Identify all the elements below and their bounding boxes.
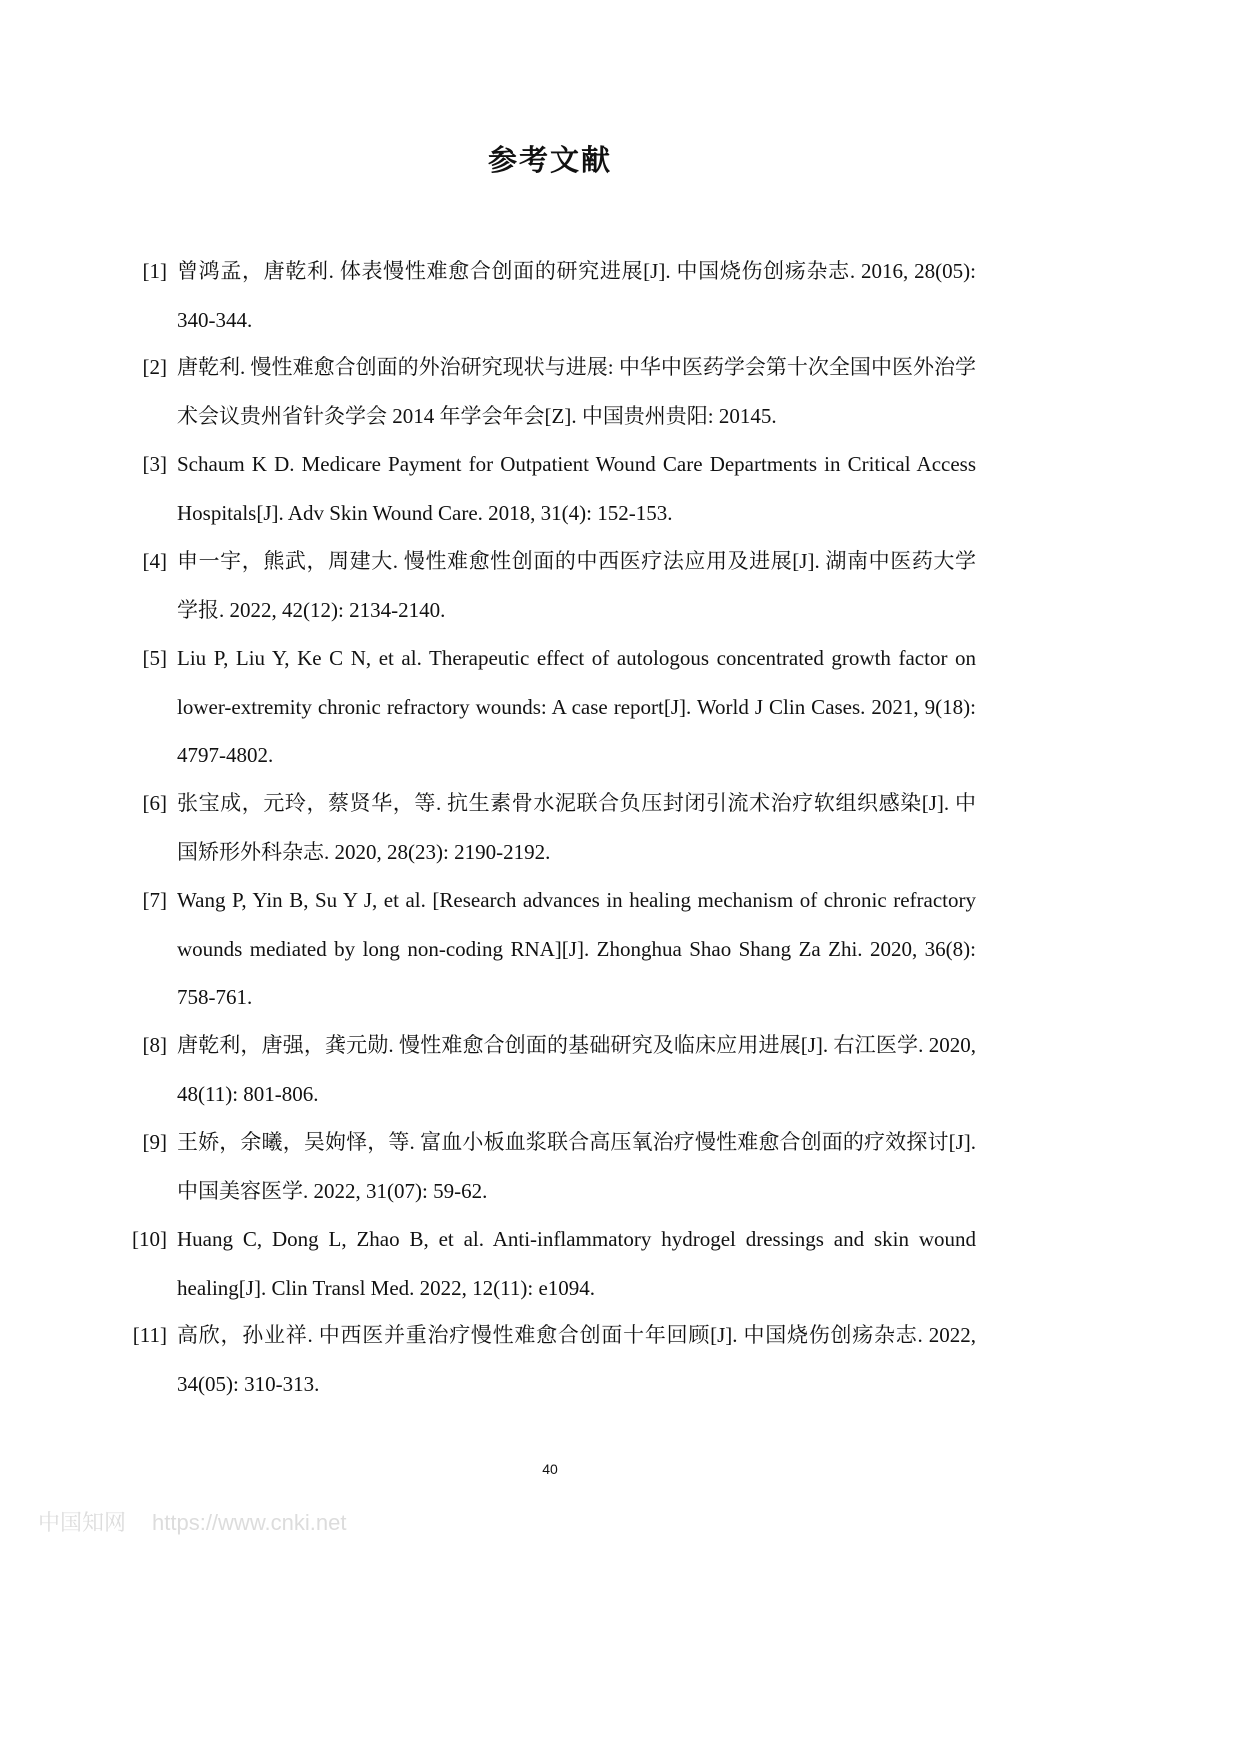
reference-text: Liu P, Liu Y, Ke C N, et al. Therapeutic effect of autologous concentrated growth factor on lower-extremity chronic refractory wounds: A case report[J]. World J Clin Cases. 2021, 9(18): 4797-4802. [177,646,976,767]
page-title: 参考文献 [487,143,612,177]
reference-entry [0,634,1100,780]
page-number: 40 [542,1461,558,1477]
reference-entry [0,1215,1100,1312]
reference-text: Schaum K D. Medicare Payment for Outpatient Wound Care Departments in Critical Access Hospitals[J]. Adv Skin Wound Care. 2018, 31(4): 152-153. [177,452,976,525]
reference-entry [0,1311,1100,1408]
reference-text: Wang P, Yin B, Su Y J, et al. [Research advances in healing mechanism of chronic refractory wounds mediated by long non-coding RNA][J]. Zhonghua Shao Shang Za Zhi. 2020, 36(8): 758-761. [177,888,976,1009]
reference-entry [0,247,1100,344]
reference-entry [0,440,1100,537]
reference-text: 王娇，余曦，吴姁怿，等. 富血小板血浆联合高压氧治疗慢性难愈合创面的疗效探讨[J]. 中国美容医学. 2022, 31(07): 59-62. [177,1130,976,1203]
reference-entry [0,876,1100,1022]
reference-number: [8] [142,1033,167,1057]
reference-entry [0,1021,1100,1118]
reference-text: 张宝成，元玲，蔡贤华，等. 抗生素骨水泥联合负压封闭引流术治疗软组织感染[J]. 中国矫形外科杂志. 2020, 28(23): 2190-2192. [177,791,976,864]
reference-entry [0,343,1100,440]
reference-number: [4] [142,549,167,573]
reference-number: [1] [142,259,167,283]
reference-number: [3] [142,452,167,476]
reference-number: [10] [132,1227,167,1251]
reference-entry [0,1118,1100,1215]
reference-text: 唐乾利. 慢性难愈合创面的外治研究现状与进展: 中华中医药学会第十次全国中医外治学术会议贵州省针灸学会 2014 年学会年会[Z]. 中国贵州贵阳: 20145. [177,355,976,428]
reference-number: [9] [142,1130,167,1154]
reference-entry [0,779,1100,876]
reference-text: 高欣，孙业祥. 中西医并重治疗慢性难愈合创面十年回顾[J]. 中国烧伤创疡杂志. 2022, 34(05): 310-313. [177,1323,976,1396]
watermark-brand: 中国知网 [38,1511,127,1536]
reference-number: [6] [142,791,167,815]
reference-text: 唐乾利，唐强，龚元勋. 慢性难愈合创面的基础研究及临床应用进展[J]. 右江医学. 2020, 48(11): 801-806. [177,1033,976,1106]
watermark-url: https://www.cnki.net [152,1510,347,1535]
watermark [38,1508,346,1539]
reference-number: [11] [132,1323,167,1347]
reference-number: [2] [142,355,167,379]
reference-number: [5] [142,646,167,670]
reference-text: 申一宇，熊武，周建大. 慢性难愈性创面的中西医疗法应用及进展[J]. 湖南中医药大学学报. 2022, 42(12): 2134-2140. [177,549,976,622]
reference-number: [7] [142,888,167,912]
reference-text: 曾鸿孟，唐乾利. 体表慢性难愈合创面的研究进展[J]. 中国烧伤创疡杂志. 2016, 28(05): 340-344. [177,259,976,332]
reference-text: Huang C, Dong L, Zhao B, et al. Anti-inflammatory hydrogel dressings and skin wound healing[J]. Clin Transl Med. 2022, 12(11): e1094. [177,1227,976,1300]
reference-entry [0,537,1100,634]
